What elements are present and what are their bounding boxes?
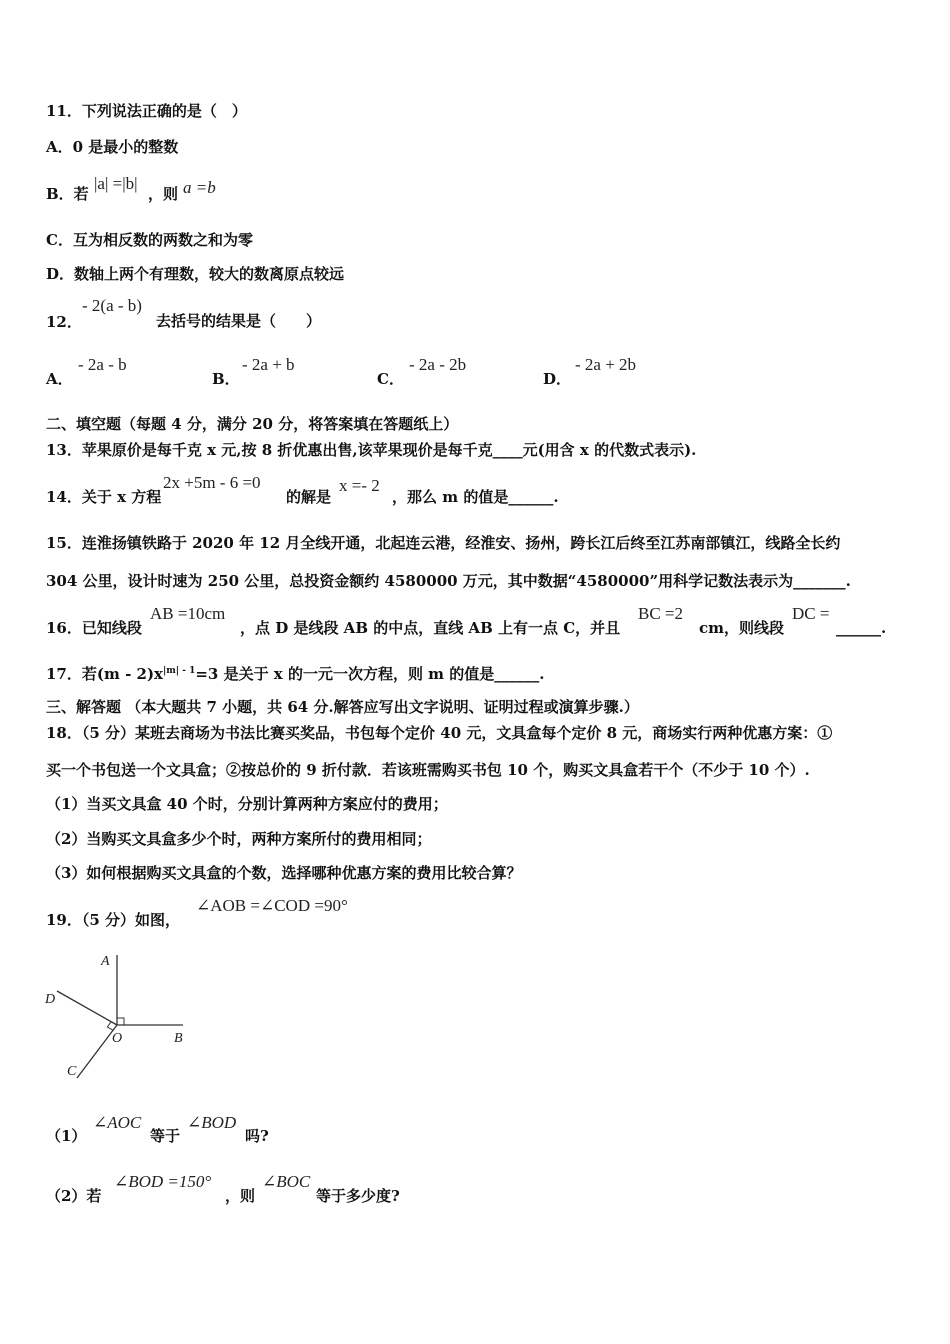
section-3-heading: 三、解答题 （本大题共 7 小题，共 64 分.解答应写出文字说明、证明过程或演算步骤.） [46,698,639,716]
ray-oc [77,1025,117,1078]
right-angle-mark-aob [117,1018,124,1025]
q14-solution: x =- 2 [339,476,380,495]
q12-option-d: - 2a + 2b [575,355,637,374]
q11-option-b-math1: |a| =|b| [94,174,138,193]
q12-option-c-label: C． [377,370,404,388]
q19-part-2-angle-bod: ∠BOD =150° [114,1172,212,1191]
label-a: A [101,954,110,969]
q13: 13．苹果原价是每千克 x 元,按 8 折优惠出售,该苹果现价是每千克____元(用含 x 的代数式表示). [46,441,697,459]
q11-stem: 11．下列说法正确的是（ ） [46,102,247,120]
q12-option-a-label: A． [46,370,73,388]
q19-part-1-angle-bod: ∠BOD [187,1113,237,1132]
q18-part-2: （2）当购买文具盒多少个时，两种方案所付的费用相同； [46,830,432,848]
q16-mid-2: cm，则线段 [699,619,785,637]
label-o: O [112,1031,123,1046]
label-d: D [45,992,56,1007]
q18-line-1: 18．（5 分）某班去商场为书法比赛买奖品，书包每个定价 40 元，文具盒每个定价 8 元，商场实行两种优惠方案：① [46,724,833,742]
ray-od [57,991,117,1025]
q19-part-1-angle-aoc: ∠AOC [93,1113,142,1132]
q11-option-c: C．互为相反数的两数之和为零 [46,231,253,249]
q11-option-b-math2: a =b [183,178,216,197]
label-c: C [67,1064,77,1079]
q16-math-ab: AB =10cm [150,604,226,623]
q19-part-1-mid: 等于 [150,1127,181,1145]
q11-option-a: A．0 是最小的整数 [46,138,179,156]
q16-math-bc: BC =2 [638,604,684,623]
q12-stem: 去括号的结果是（ ） [156,312,322,330]
q18-part-3: （3）如何根据购买文具盒的个数，选择哪种优惠方案的费用比较合算？ [46,864,522,882]
q19-part-1-prefix: （1） [46,1127,87,1145]
q14-prefix: 14．关于 x 方程 [46,488,162,506]
q12-number: 12． [46,313,82,331]
q16-prefix: 16．已知线段 [46,619,142,637]
q19-prefix: 19．（5 分）如图， [46,911,181,929]
q11-option-b-mid: ，则 [148,185,179,203]
q11-option-d: D．数轴上两个有理数，较大的数离原点较远 [46,265,345,283]
q19-part-2-suffix: 等于多少度? [316,1187,400,1205]
section-2-heading: 二、填空题（每题 4 分，满分 20 分，将答案填在答题纸上） [46,415,459,433]
q12-option-b-label: B． [212,370,240,388]
q15-line-1: 15．连淮扬镇铁路于 2020 年 12 月全线开通，北起连云港，经淮安、扬州，跨长江后终至江苏南部镇江，线路全长约 [46,534,841,552]
q18-line-2: 买一个书包送一个文具盒；②按总价的 9 折付款．若该班需购买书包 10 个，购买文具盒若干个（不少于 10 个）. [46,761,810,779]
q17-suffix: =3 是关于 x 的一元一次方程，则 m 的值是______. [195,665,545,683]
q16-mid-1: ，点 D 是线段 AB 的中点，直线 AB 上有一点 C，并且 [240,619,621,637]
q17-exponent: |m| - 1 [163,666,196,676]
q14-suffix: ，那么 m 的值是______. [392,488,559,506]
q19-part-2-prefix: （2）若 [46,1187,102,1205]
q17 [46,664,545,684]
q16-math-dc: DC = [792,604,830,623]
q12-option-b: - 2a + b [242,355,295,374]
q12-option-d-label: D． [543,370,572,388]
q18-part-1: （1）当买文具盒 40 个时，分别计算两种方案应付的费用； [46,795,448,813]
q19-part-1-suffix: 吗? [245,1127,269,1145]
q19-given: ∠AOB =∠COD =90° [196,896,348,915]
angle-figure [40,945,195,1085]
q16-suffix: ______. [836,619,887,637]
q14-mid: 的解是 [286,488,332,506]
q15-line-2: 304 公里，设计时速为 250 公里，总投资金额约 4580000 万元，其中数据“4580000”用科学记数法表示为_______. [46,572,851,590]
q11-option-b-prefix: B．若 [46,185,89,203]
q12-expression: - 2(a - b) [82,296,142,315]
q14-equation: 2x +5m - 6 =0 [163,473,261,492]
q12-option-c: - 2a - 2b [409,355,467,374]
q19-part-2-mid: ，则 [225,1187,256,1205]
q12-option-a: - 2a - b [78,355,127,374]
label-b: B [174,1031,183,1046]
q17-prefix: 17．若(m - 2)x [46,665,163,683]
q19-part-2-angle-boc: ∠BOC [262,1172,311,1191]
